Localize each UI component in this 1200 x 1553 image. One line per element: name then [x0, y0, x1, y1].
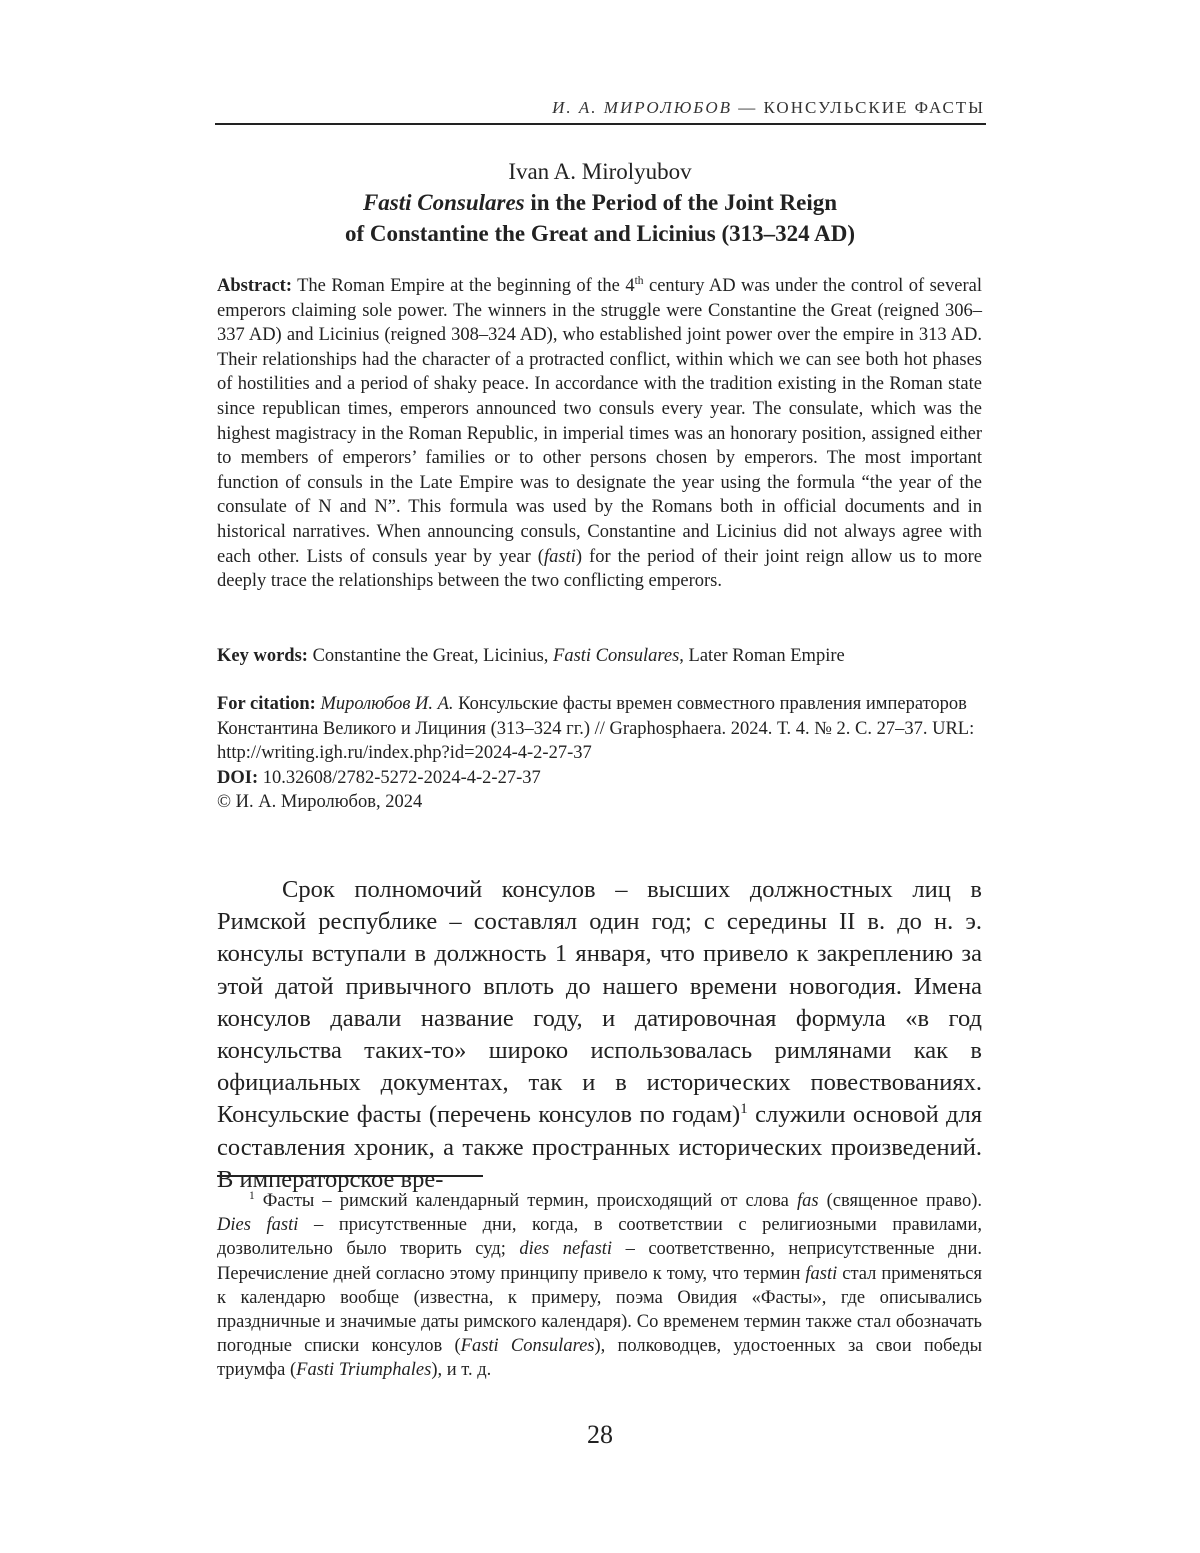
footnote-i5: Fasti Consulares	[461, 1336, 595, 1356]
footnote-i3: dies nefasti	[519, 1239, 612, 1259]
citation	[217, 692, 982, 766]
citation-author: Миролюбов И. А.	[316, 694, 454, 714]
footnote-i4: fasti	[805, 1264, 837, 1284]
footnote-ref: 1	[740, 1100, 748, 1117]
abstract-text-3: ) for the period of their joint reign allow us to more deeply trace the relationships between the two conflicting emperors.	[217, 547, 982, 592]
body-text-2: служили основой для составления хроник, а также пространных исторических произведений. В императорское вре-	[217, 1101, 982, 1192]
article-title-line-1	[215, 187, 985, 218]
abstract-text-1: The Roman Empire at the beginning of the 4	[292, 276, 635, 296]
header-author: И. А. МИРОЛЮБОВ	[552, 98, 732, 117]
footnote-p1: Фасты – римский календарный термин, происходящий от слова	[255, 1191, 797, 1211]
footnote-i6: Fasti Triumphales	[296, 1360, 431, 1380]
article-author: Ivan A. Mirolyubov	[215, 156, 985, 187]
keywords-label: Key words:	[217, 646, 308, 666]
abstract-italic: fasti	[544, 547, 576, 567]
citation-label: For citation:	[217, 694, 316, 714]
page-number: 28	[560, 1420, 640, 1450]
footnote-p5: стал применяться к календарю вообще (известна, к примеру, поэма Овидия «Фасты», где описывались праздничные и значимые даты римского календаря). Со временем термин также стал обозначать погодные списки консулов (	[217, 1264, 982, 1357]
article-title-italic: Fasti Consulares	[363, 190, 525, 215]
doi-label: DOI:	[217, 768, 258, 788]
doi	[217, 766, 982, 791]
footnote-p4: – соответственно, неприсутственные дни. Перечисление дней согласно этому принципу привело к тому, что термин	[217, 1239, 982, 1283]
body-paragraph	[217, 874, 982, 1196]
title-block	[215, 156, 985, 249]
footnote-p7: ), и т. д.	[431, 1360, 491, 1380]
running-header	[215, 98, 985, 124]
header-section: КОНСУЛЬСКИЕ ФАСТЫ	[764, 98, 986, 117]
keywords-text-1: Constantine the Great, Licinius,	[308, 646, 553, 666]
footnote-number: 1	[249, 1190, 255, 1202]
abstract-label: Abstract:	[217, 276, 292, 296]
keywords	[217, 644, 982, 668]
footnote	[217, 1189, 982, 1383]
citation-text: Консульские фасты времен совместного правления императоров Константина Великого и Лициния (313–324 гг.) // Graphosphaera. 2024. Т. 4. № 2. С. 27–37. URL: http://writing.igh.ru/index.php?id=2024-4-2-27-37	[217, 694, 974, 763]
footnote-i1: fas	[797, 1191, 819, 1211]
footnote-p2: (священное право).	[819, 1191, 982, 1211]
header-rule	[215, 123, 986, 125]
footnote-p3: – присутственные дни, когда, в соответствии с религиозными правилами, дозволительно было творить суд;	[217, 1215, 982, 1259]
article-title-rest: in the Period of the Joint Reign	[525, 190, 837, 215]
footnote-p6: ), полководцев, удостоенных за свои победы триумфа (	[217, 1336, 982, 1380]
header-separator: —	[732, 98, 764, 117]
keywords-text-2: , Later Roman Empire	[679, 646, 844, 666]
article-title-line-2: of Constantine the Great and Licinius (313–324 AD)	[215, 218, 985, 249]
body-text-1: Срок полномочий консулов – высших должностных лиц в Римской республике – составлял один год; с середины II в. до н. э. консулы вступали в должность 1 января, что привело к закреплению за этой датой привычного вплоть до нашего времени новогодия. Имена консулов давали название году, и датировочная формула «в год консульства таких-то» широко использовалась римлянами как в официальных документах, так и в исторических повествованиях. Консульские фасты (перечень консулов по годам)	[217, 876, 982, 1128]
abstract-sup: th	[635, 275, 644, 287]
footnote-rule	[217, 1175, 483, 1177]
keywords-italic: Fasti Consulares	[553, 646, 679, 666]
copyright: © И. А. Миролюбов, 2024	[217, 790, 982, 815]
citation-block	[217, 692, 982, 815]
footnote-i2: Dies fasti	[217, 1215, 298, 1235]
abstract	[217, 274, 982, 594]
abstract-text-2: century AD was under the control of several emperors claiming sole power. The winners in the struggle were Constantine the Great (reigned 306–337 AD) and Licinius (reigned 308–324 AD), who established joint power over the empire in 313 AD. Their relationships had the character of a protracted conflict, within which we can see both hot phases of hostilities and a period of shaky peace. In accordance with the tradition existing in the Roman state since republican times, emperors announced two consuls every year. The consulate, which was the highest magistracy in the Roman Republic, in imperial times was an honorary position, assigned either to members of emperors’ families or to other persons chosen by emperors. The most important function of consuls in the Late Empire was to designate the year using the formula “the year of the consulate of N and N”. This formula was used by the Romans both in official documents and in historical narratives. When announcing consuls, Constantine and Licinius did not always agree with each other. Lists of consuls year by year (	[217, 276, 982, 567]
doi-value: 10.32608/2782-5272-2024-4-2-27-37	[258, 768, 541, 788]
